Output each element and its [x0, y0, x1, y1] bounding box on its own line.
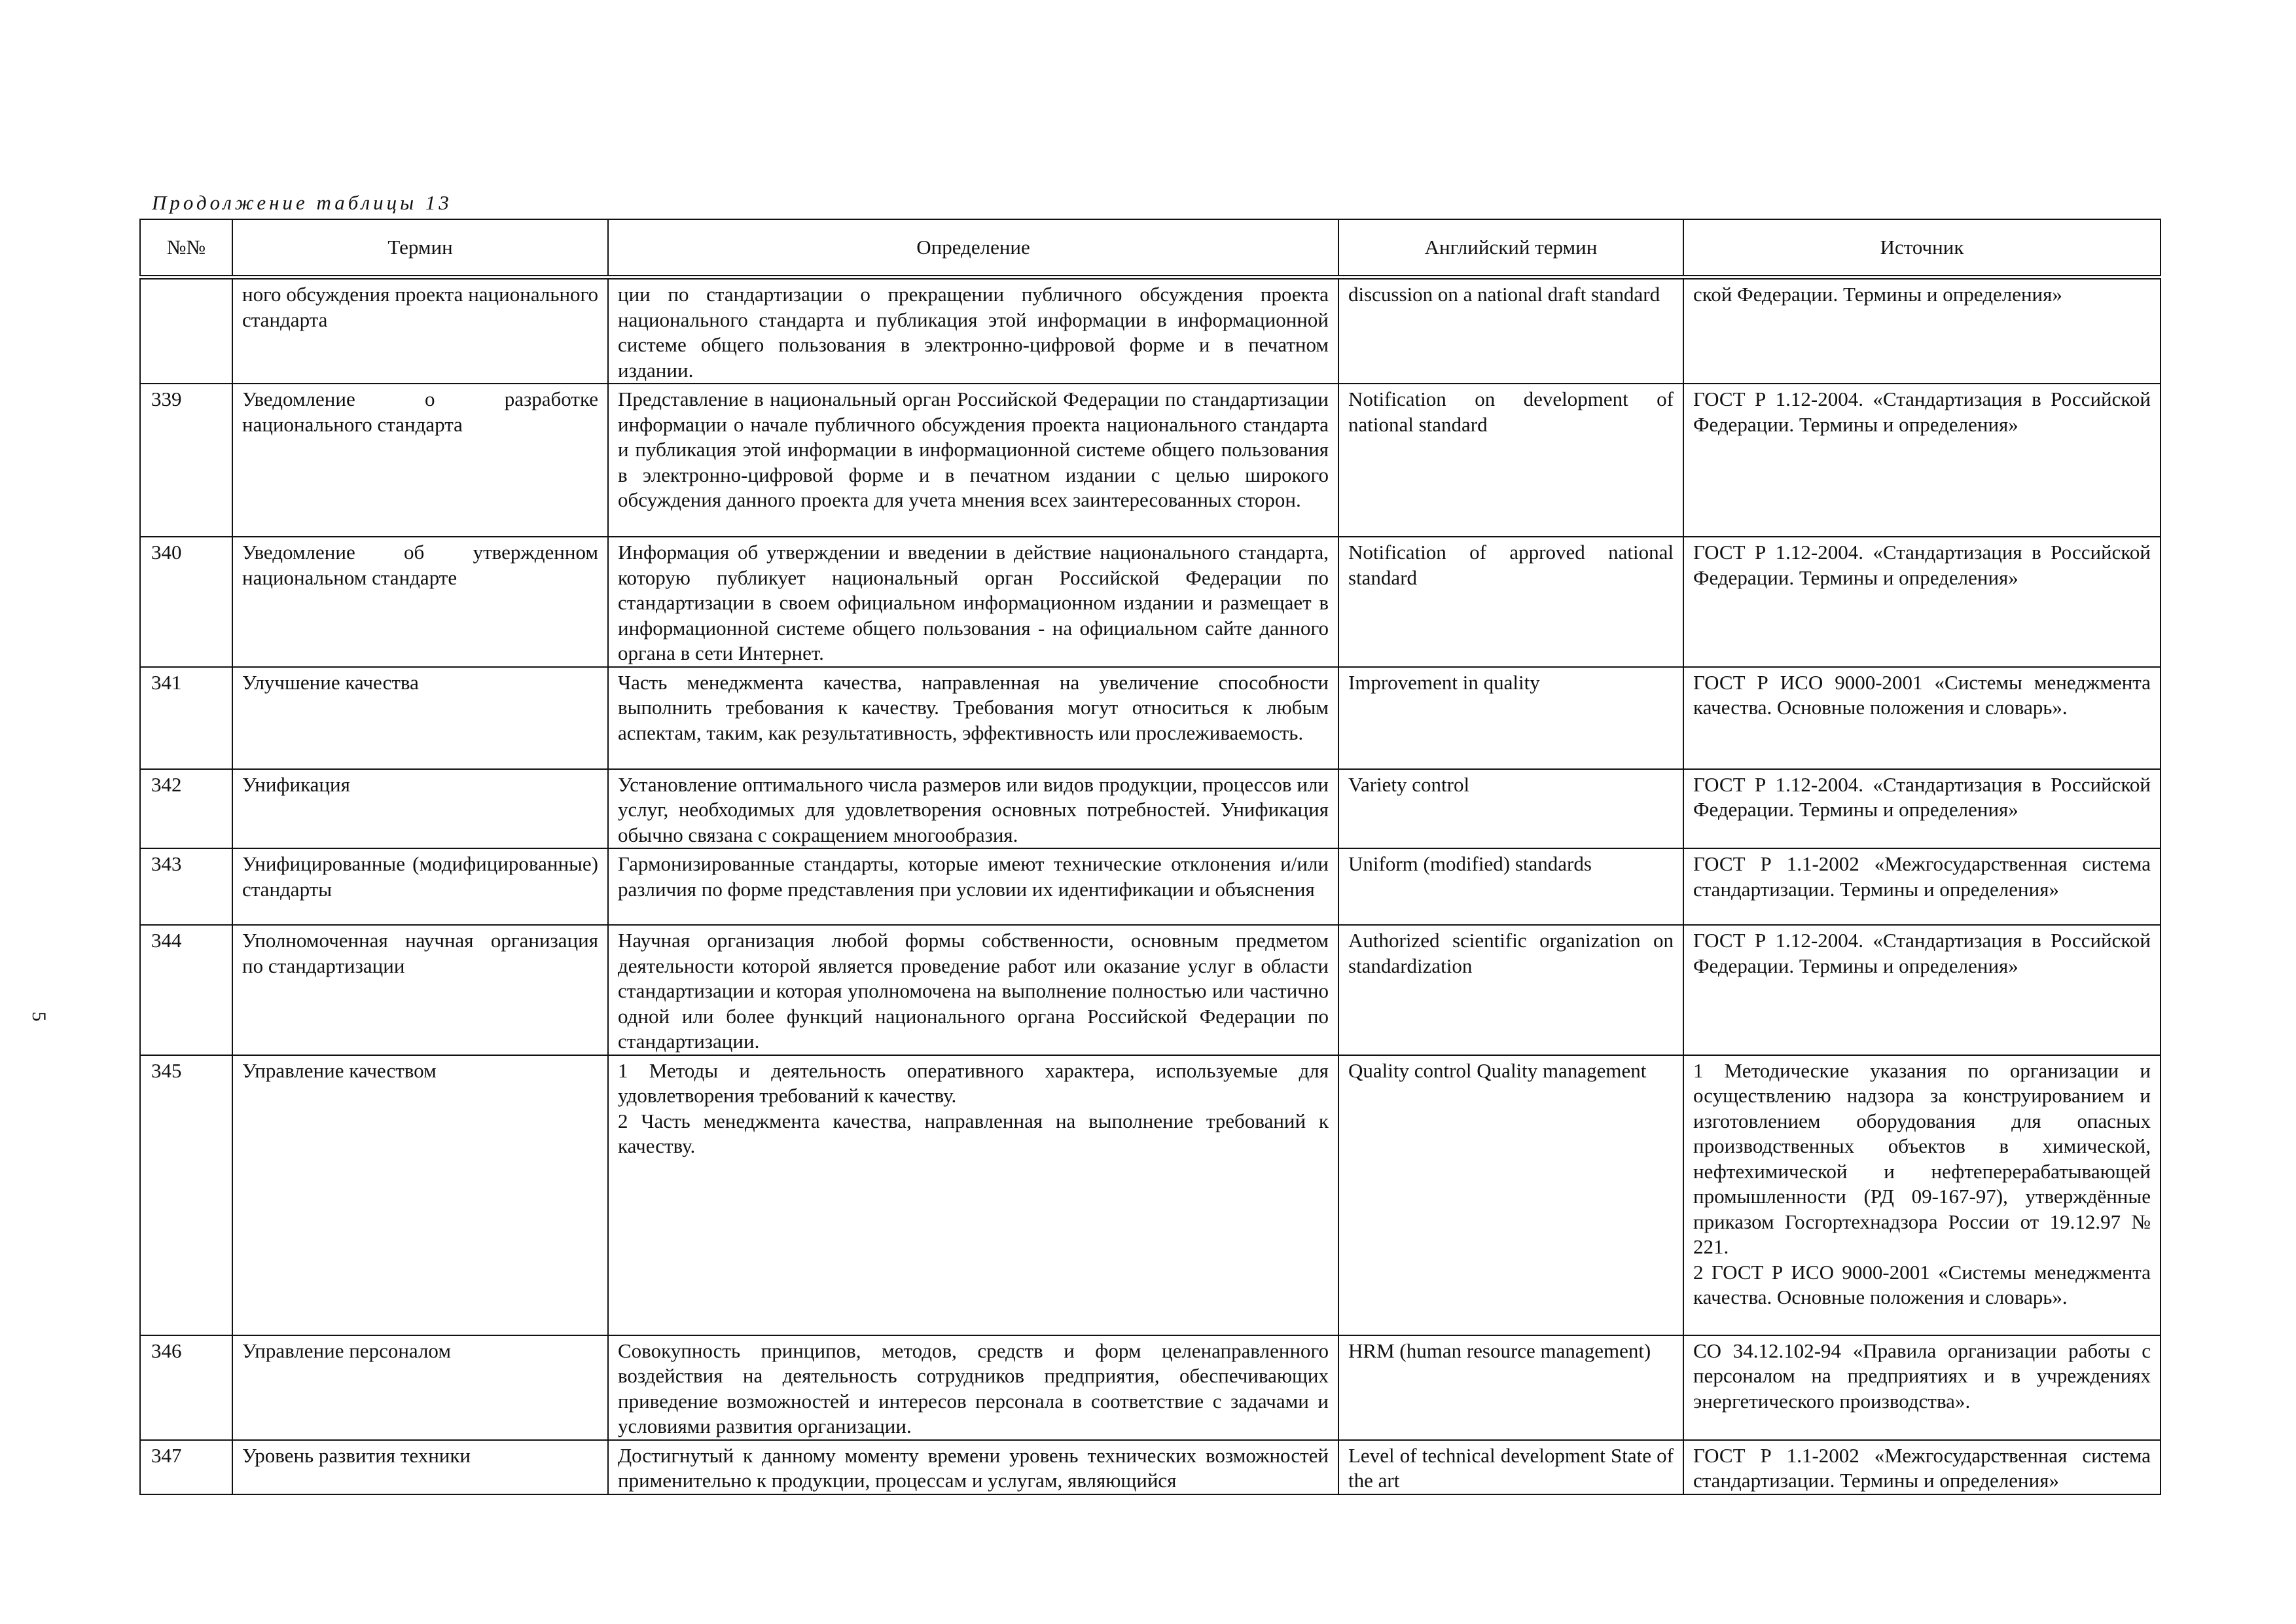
row-english: HRM (human resource management): [1338, 1335, 1683, 1440]
table-row: [140, 1440, 2161, 1494]
row-english: Notification of approved national standard: [1338, 537, 1683, 667]
row-term: ного обсуждения проекта национального стандарта: [232, 278, 608, 384]
row-source: ГОСТ Р ИСО 9000-2001 «Системы менеджмента качества. Основные положения и словарь».: [1683, 667, 2161, 769]
table-row: [140, 1335, 2161, 1440]
row-num: 341: [140, 667, 232, 769]
row-english: Uniform (modified) standards: [1338, 848, 1683, 925]
row-definition: Часть менеджмента качества, направленная на увеличение способности выполнить требования к качеству. Требования могут относиться к любым аспектам, таким, как результативность, эффективность или прослеживаемость.: [608, 667, 1338, 769]
row-term: Управление качеством: [232, 1055, 608, 1335]
row-definition: [608, 1055, 1338, 1335]
table-row: [140, 925, 2161, 1055]
header-definition: Определение: [608, 219, 1338, 278]
row-english: Authorized scientific organization on standardization: [1338, 925, 1683, 1055]
row-definition: Совокупность принципов, методов, средств и форм целенаправленного воздействия на деятельность сотрудников предприятия, обеспечивающих приведение возможностей и интересов персонала в соответствие с задачами и условиями развития организации.: [608, 1335, 1338, 1440]
row-term: Унифицированные (модифицированные) стандарты: [232, 848, 608, 925]
row-term: Уведомление о разработке национального стандарта: [232, 384, 608, 537]
table-header-row: [140, 219, 2161, 278]
row-definition: Научная организация любой формы собственности, основным предметом деятельности которой является проведение работ или оказание услуг в области стандартизации и которая уполномочена на выполнение полностью или частично одной или более функций национального органа Российской Федерации по стандартизации.: [608, 925, 1338, 1055]
header-num: №№: [140, 219, 232, 278]
header-term: Термин: [232, 219, 608, 278]
row-source: ской Федерации. Термины и определения»: [1683, 278, 2161, 384]
row-definition: Установление оптимального числа размеров или видов продукции, процессов или услуг, необходимых для удовлетворения основных потребностей. Унификация обычно связана с сокращением многообразия.: [608, 769, 1338, 849]
definition-line: 1 Методы и деятельность оперативного характера, используемые для удовлетворения требований к качеству.: [618, 1058, 1329, 1107]
row-source: ГОСТ Р 1.12-2004. «Стандартизация в Российской Федерации. Термины и определения»: [1683, 537, 2161, 667]
header-source: Источник: [1683, 219, 2161, 278]
row-num: 345: [140, 1055, 232, 1335]
row-num: 342: [140, 769, 232, 849]
row-term: Улучшение качества: [232, 667, 608, 769]
source-line: 1 Методические указания по организации и осуществлению надзора за конструированием и изготовлением оборудования для опасных производственных объектов в химической, нефтехимической и нефтеперерабатывающей промышленности (РД 09-167-97), утверждённые приказом Госгортехнадзора России от 19.12.97 № 221.: [1693, 1058, 2151, 1258]
table-row: [140, 384, 2161, 537]
table-row: [140, 769, 2161, 849]
row-english: Variety control: [1338, 769, 1683, 849]
row-source: [1683, 1055, 2161, 1335]
page-number: 5: [28, 1011, 50, 1022]
row-term: Уполномоченная научная организация по стандартизации: [232, 925, 608, 1055]
table-row: [140, 667, 2161, 769]
row-num: 344: [140, 925, 232, 1055]
table-row: [140, 1055, 2161, 1335]
row-source: ГОСТ Р 1.12-2004. «Стандартизация в Российской Федерации. Термины и определения»: [1683, 769, 2161, 849]
table-row: [140, 537, 2161, 667]
row-definition: Представление в национальный орган Российской Федерации по стандартизации информации о начале публичного обсуждения проекта национального стандарта и публикация этой информации в информационной системе общего пользования в электронно-цифровой форме и в печатном издании с целью широкого обсуждения данного проекта для учета мнения всех заинтересованных сторон.: [608, 384, 1338, 537]
row-num: 340: [140, 537, 232, 667]
row-source: ГОСТ Р 1.12-2004. «Стандартизация в Российской Федерации. Термины и определения»: [1683, 384, 2161, 537]
row-english: discussion on a national draft standard: [1338, 278, 1683, 384]
row-source: ГОСТ Р 1.1-2002 «Межгосударственная система стандартизации. Термины и определения»: [1683, 1440, 2161, 1494]
row-definition: Гармонизированные стандарты, которые имеют технические отклонения и/или различия по форме представления при условии их идентификации и объяснения: [608, 848, 1338, 925]
row-term: Унификация: [232, 769, 608, 849]
table-row: [140, 848, 2161, 925]
row-num: 339: [140, 384, 232, 537]
row-definition: Информация об утверждении и введении в действие национального стандарта, которую публикует национальный орган Российской Федерации по стандартизации в своем официальном информационном издании и размещает в информационной системе общего пользования - на официальном сайте данного органа в сети Интернет.: [608, 537, 1338, 667]
row-term: Управление персоналом: [232, 1335, 608, 1440]
source-line: 2 ГОСТ Р ИСО 9000-2001 «Системы менеджмента качества. Основные положения и словарь».: [1693, 1260, 2151, 1308]
row-num: 346: [140, 1335, 232, 1440]
row-definition: ции по стандартизации о прекращении публичного обсуждения проекта национального стандарта и публикация этой информации в информационной системе общего пользования в электронно-цифровой форме и в печатном издании.: [608, 278, 1338, 384]
row-source: ГОСТ Р 1.1-2002 «Межгосударственная система стандартизации. Термины и определения»: [1683, 848, 2161, 925]
row-term: Уровень развития техники: [232, 1440, 608, 1494]
row-num: [140, 278, 232, 384]
row-num: 343: [140, 848, 232, 925]
row-num: 347: [140, 1440, 232, 1494]
table-caption: Продолжение таблицы 13: [152, 191, 452, 214]
table-row: [140, 278, 2161, 384]
row-english: Level of technical development State of the art: [1338, 1440, 1683, 1494]
definition-line: 2 Часть менеджмента качества, направленная на выполнение требований к качеству.: [618, 1109, 1329, 1157]
terms-table: [139, 219, 2161, 1495]
row-definition: Достигнутый к данному моменту времени уровень технических возможностей применительно к продукции, процессам и услугам, являющийся: [608, 1440, 1338, 1494]
row-source: ГОСТ Р 1.12-2004. «Стандартизация в Российской Федерации. Термины и определения»: [1683, 925, 2161, 1055]
header-english: Английский термин: [1338, 219, 1683, 278]
row-english: Notification on development of national standard: [1338, 384, 1683, 537]
row-source: СО 34.12.102-94 «Правила организации работы с персоналом на предприятиях и в учреждениях энергетического производства».: [1683, 1335, 2161, 1440]
row-term: Уведомление об утвержденном национальном стандарте: [232, 537, 608, 667]
row-english: Quality control Quality management: [1338, 1055, 1683, 1335]
row-english: Improvement in quality: [1338, 667, 1683, 769]
